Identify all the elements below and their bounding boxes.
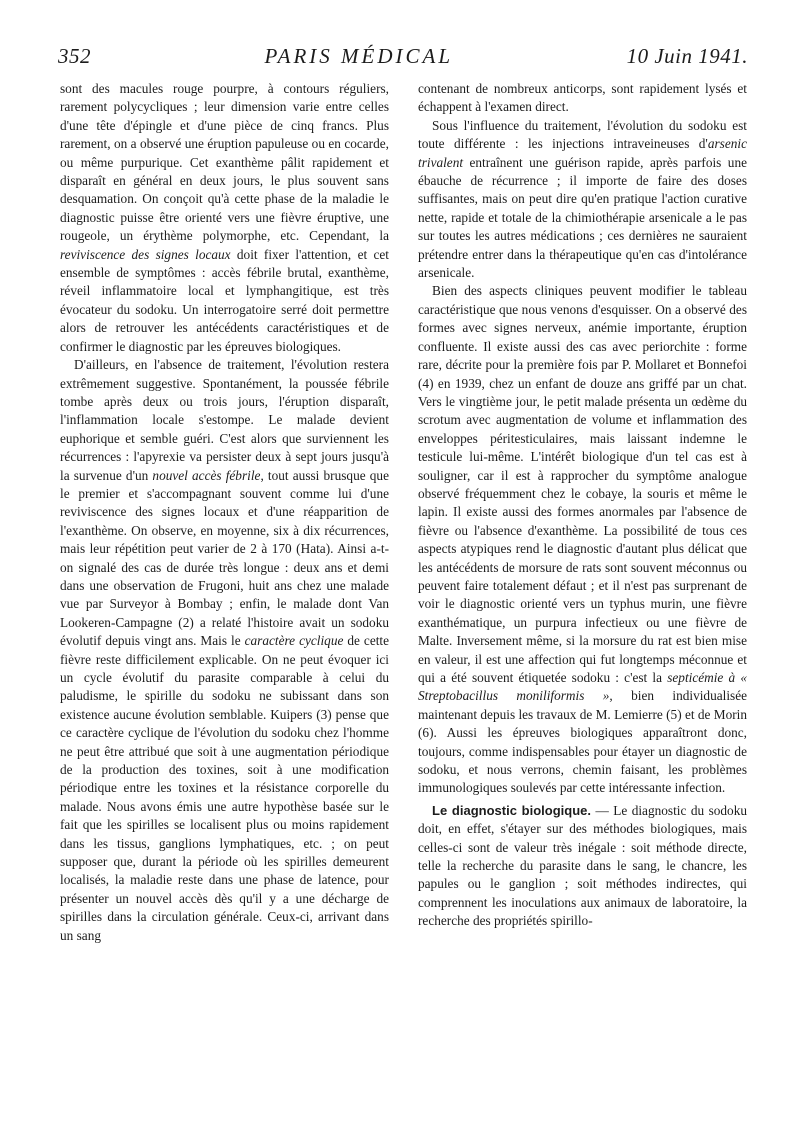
paragraph-continuation: contenant de nombreux anticorps, sont rapidement lysés et échappent à l'examen direct. (418, 81, 747, 115)
paragraph-biological-diagnosis: Le diagnostic biologique. — Le diagnostic du sodoku doit, en effet, s'étayer sur des méthodes biologiques, mais celles-ci sont de valeur très inégale : soit méthode directe, telle la recherche du parasite dans le sang, le chancre, les papules ou le ganglion ; soit méthodes indirectes, qui comprennent les inoculations aux animaux de laboratoire, la recherche des propriétés spirillo- (418, 802, 747, 929)
left-column (60, 80, 389, 945)
emphasis-text: reviviscence des signes locaux (60, 246, 231, 262)
page-number: 352 (58, 44, 91, 68)
right-column (418, 80, 747, 931)
emphasis-text: septicémie à « Streptobacillus moniliformis » (418, 670, 748, 704)
emphasis-text: arsenic trivalent (418, 136, 747, 170)
emphasis-text: nouvel accès fébrile (152, 467, 261, 483)
page-header (58, 44, 748, 74)
issue-date: 10 Juin 1941. (626, 44, 748, 68)
paragraph-evolution: D'ailleurs, en l'absence de traitement, l'évolution restera extrêmement suggestive. Spontanément, la poussée fébrile tombe après deux ou trois jours, l'éruption disparaît, l'inflammation locale s'estompe. Le malade devient euphorique et semble guéri. C'est alors que surviennent les récurrences : l'apyrexie va persister deux à sept jours jusqu'à la survenue d'un nouvel accès fébrile, tout aussi brusque que le premier et s'accompagnant souvent comme lui d'une reviviscence des signes locaux et d'une réapparition de l'exanthème. On observe, en moyenne, six à dix récurrences, mais leur répétition peut varier de 2 à 170 (Hata). Ainsi a-t-on signalé des cas de durée très longue : deux ans et demi dans une observation de Frugoni, huit ans chez une malade vue par Surveyor à Bombay ; enfin, le malade dont Van Lookeren-Campagne (2) a relaté l'histoire avait un sodoku évolutif depuis vingt ans. Mais le caractère cyclique de cette fièvre reste difficilement explicable. On ne peut évoquer ici un cycle évolutif du parasite comparable à celui du paludisme, le spirille du sodoku ne subissant dans son existence aucune évolution semblable. Kuipers (3) pense que ce caractère cyclique de l'évolution du sodoku chez l'homme ne peut être attribué que soit à une augmentation périodique de la production des toxines, soit à une modification périodique entre les toxines et la résistance corporelle du malade. Nous avons émis une autre hypothèse basée sur le fait que les spirilles se localisent plus ou moins rapidement dans les tissus, ganglions lymphatiques, etc. ; on peut supposer que, durant la période où les spirilles demeurent localisés, la maladie reste dans une phase de latence, pour présenter un nouvel accès dès qu'il y a une décharge de spirilles dans la circulation générale. Ceux-ci, arrivant dans un sang (60, 357, 390, 943)
journal-title: PARIS MÉDICAL (264, 44, 454, 68)
section-heading: Le diagnostic biologique. (432, 802, 591, 818)
paragraph-clinical-aspects: Bien des aspects cliniques peuvent modifier le tableau caractéristique que nous venons d'esquisser. On a observé des formes avec signes nerveux, anémie importante, éruption confluente. Il existe aussi des cas avec periorchite : forme rare, décrite pour la première fois par P. Mollaret et Bonnefoi (4) en 1939, chez un enfant de douze ans griffé par un chat. Vers le vingtième jour, le petit malade présenta un œdème du scrotum avec augmentation de volume et inflammation des enveloppes péritesticulaires, mais laissant indemne le testicule lui-même. L'intérêt biologique d'un tel cas est à souligner, car il est à rapprocher du symptôme analogue observé fréquemment chez le cobaye, la souris et même le lapin. Il existe aussi des formes anormales par l'absence de fièvre ou l'absence d'exanthème. La possibilité de tous ces aspects atypiques rend le diagnostic d'autant plus délicat que les antécédents de morsure de rats sont souvent méconnus ou peuvent faire totalement défaut ; et il n'est pas surprenant de voir le diagnostic orienté vers un typhus murin, une fièvre exanthématique, un purpura infectieux ou une fièvre de Malte. Inversement même, si la morsure du rat est bien mise en valeur, il est une affection qui fut longtemps méconnue et qui a été souvent étiquetée sodoku : c'est la septicémie à « Streptobacillus moniliformis », bien individualisée maintenant depuis les travaux de M. Lemierre (5) et de Morin (6). Aussi les épreuves biologiques apparaîtront donc, toujours, comme indispensables pour étayer un diagnostic de sodoku, et nous verrons, chemin faisant, les problèmes immunologiques soulevés par cette intéressante infection. (418, 283, 748, 796)
emphasis-text: caractère cyclique (244, 633, 344, 649)
paragraph-exanthem: sont des macules rouge pourpre, à contours réguliers, rarement polycycliques ; leur dimension varie entre celles d'une tête d'épingle et d'une pièce de cinq francs. Plus rarement, on a observé une éruption papuleuse ou en cocarde, ou même purpurique. Cet exanthème pâlit rapidement et disparaît en général en deux jours, le plus souvent sans desquamation. On conçoit qu'à cette phase de la maladie le diagnostic puisse être orienté vers une fièvre éruptive, une rougeole, un érythème polymorphe, etc. Cependant, la reviviscence des signes locaux doit fixer l'attention, et cet ensemble de symptômes : accès fébrile brutal, exanthème, réveil inflammatoire local et lymphangitique, est très évocateur du sodoku. Un interrogatoire serré doit permettre alors de retrouver les antécédents caractéristiques et de confirmer le diagnostic par les épreuves biologiques. (60, 81, 389, 354)
paragraph-treatment: Sous l'influence du traitement, l'évolution du sodoku est toute différente : les injections intraveineuses d'arsenic trivalent entraînent une guérison rapide, après parfois une ébauche de récurrence ; il importe de faire des doses suffisantes, mais on peut dire qu'en pratique l'action curative nette, rapide et totale de la chimiothérapie arsenicale a le pas sur toutes les autres médications ; ces dernières ne sauraient prétendre entrer dans la thérapeutique qu'en cas d'intolérance arsenicale. (418, 117, 747, 281)
